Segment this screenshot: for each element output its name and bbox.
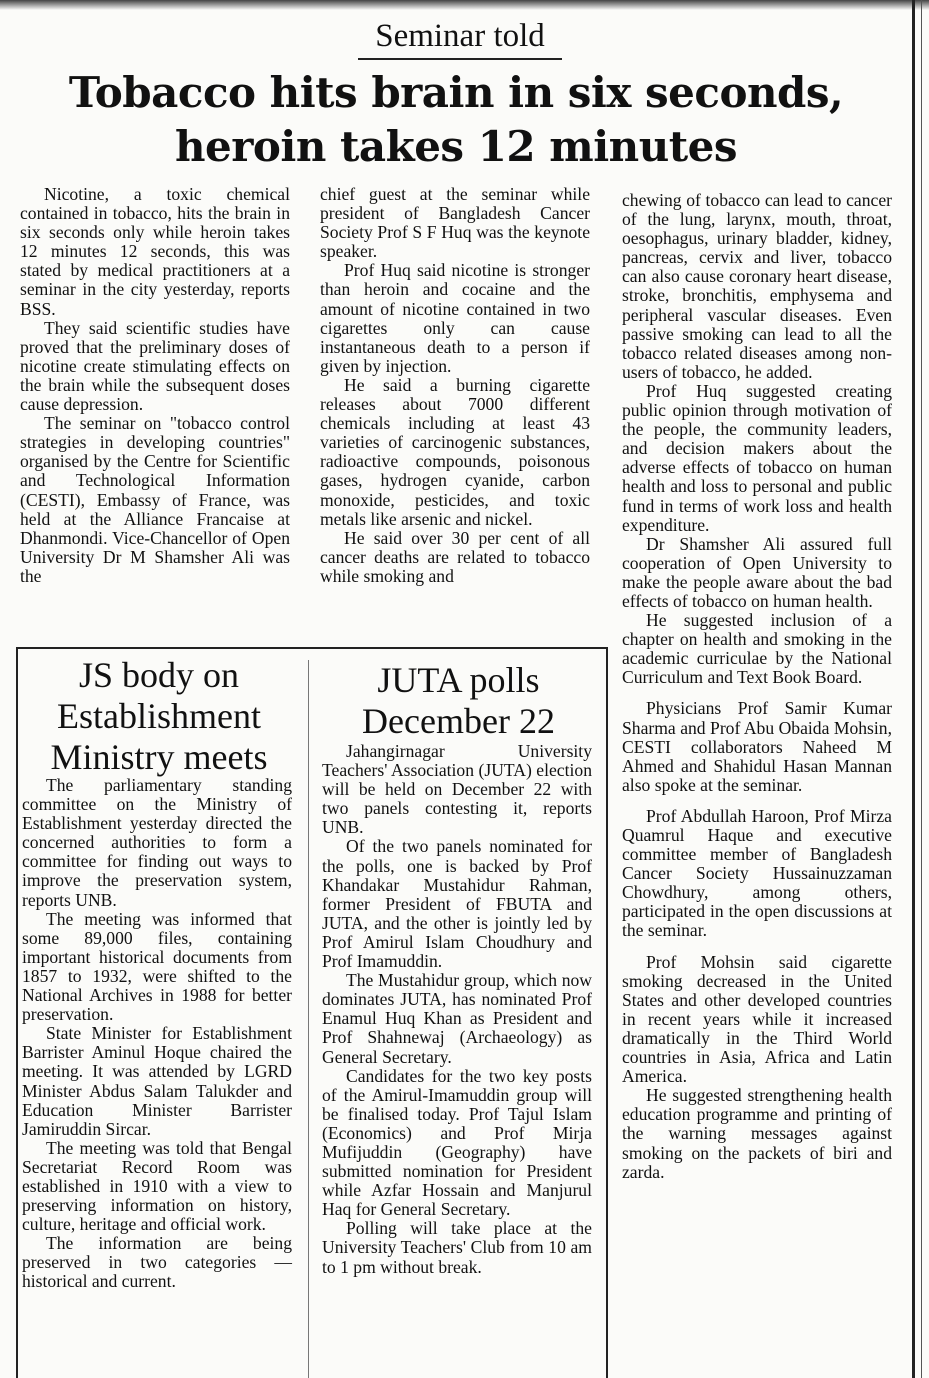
- paragraph: He said a burning cigarette releases about 7000 different chemicals including at least 43 varieties of carcinogenic substances, radioactive compounds, poisonous gases, hydrogen cyanide, carbon monoxide, pesticides, and toxic metals like arsenic and nickel.: [320, 374, 590, 529]
- paragraph: The meeting was informed that some 89,000 files, containing important historical documents from 1857 to 1932, were shifted to the National Archives in 1988 for better preservation.: [22, 908, 292, 1025]
- paragraph: Prof Abdullah Haroon, Prof Mirza Quamrul Haque and executive committee member of Bangladesh Cancer Society Hussainuzzaman Chowdhury, among others, participated in the open discussions at the seminar.: [622, 805, 892, 941]
- column-rule-right-thin: [921, 0, 922, 1378]
- story-box-right-rule: [606, 647, 608, 1378]
- kicker-seminar-told: Seminar told: [358, 16, 562, 60]
- paragraph: The parliamentary standing committee on the Ministry of Establishment yesterday directed the concerned authorities to form a committee for finding out ways to improve the preservation system, reports UNB.: [22, 775, 292, 910]
- paragraph: Prof Mohsin said cigarette smoking decreased in the United States and other developed countries in recent years while it increased dramatically in the Third World countries in Asia, Africa and Latin America.: [622, 951, 892, 1087]
- page-top-edge: [0, 0, 929, 10]
- juta-polls-story: [322, 742, 592, 1374]
- paragraph: He suggested strengthening health education programme and printing of the warning messages against smoking on the packets of biri and zarda.: [622, 1085, 892, 1182]
- paragraph: Prof Huq suggested creating public opinion through motivation of the people, the community leaders, and decision makers about the adverse effects of tobacco on human health and loss to personal and public fund in terms of work loss and health expenditure.: [622, 380, 892, 535]
- paragraph: Jahangirnagar University Teachers' Association (JUTA) election will be held on December 22 with two panels contesting it, reports UNB.: [322, 741, 592, 838]
- paragraph: chewing of tobacco can lead to cancer of the lung, larynx, mouth, throat, oesophagus, urinary bladder, kidney, pancreas, cervix and liver, tobacco can also cause coronary heart disease, stroke, bronchitis, emphysema and peripheral vascular diseases. Even passive smoking can lead to all the tobacco related diseases among non-users of tobacco, he added.: [622, 190, 892, 382]
- js-body-story: [22, 776, 292, 1374]
- paragraph: The meeting was told that Bengal Secretariat Record Room was established in 1910 with a view to preserving information on history, culture, heritage and official work.: [22, 1137, 292, 1235]
- paragraph: Polling will take place at the University Teachers' Club from 10 am to 1 pm without break.: [322, 1218, 592, 1277]
- paragraph: Nicotine, a toxic chemical contained in tobacco, hits the brain in six seconds only while heroin takes 12 minutes 12 seconds, this was stated by medical practitioners at a seminar in the city yesterday, reports BSS.: [20, 184, 290, 319]
- headline-line-1: Tobacco hits brain in six seconds,: [68, 68, 844, 117]
- story-box-top-rule: [16, 647, 607, 649]
- paragraph: State Minister for Establishment Barrister Aminul Hoque chaired the meeting. It was attended by LGRD Minister Abdus Salam Talukder and Education Minister Barrister Jamiruddin Sircar.: [22, 1023, 292, 1139]
- story-box-left-rule: [16, 647, 18, 1378]
- main-story-column-2: [320, 185, 590, 645]
- headline-line-2: heroin takes 12 minutes: [174, 122, 738, 171]
- main-headline: [6, 66, 906, 174]
- paragraph: They said scientific studies have proved that the preliminary doses of nicotine create stimulating effects on the brain while the subsequent doses cause depression.: [20, 317, 290, 415]
- main-story-column-1: [20, 185, 290, 645]
- paragraph: He suggested inclusion of a chapter on health and smoking in the academic curriculae by the National Curriculum and Text Book Board.: [622, 610, 892, 688]
- paragraph: He said over 30 per cent of all cancer deaths are related to tobacco while smoking and: [320, 527, 590, 586]
- paragraph: The seminar on "tobacco control strategies in developing countries" organised by the Centre for Scientific and Technological Information (CESTI), Embassy of France, was held at the Alliance Francaise at Dhanmondi. Vice-Chancellor of Open University Dr M Shamsher Ali was the: [20, 413, 290, 586]
- paragraph: Dr Shamsher Ali assured full cooperation of Open University to make the people aware about the bad effects of tobacco on human health.: [622, 533, 892, 611]
- paragraph: Of the two panels nominated for the polls, one is backed by Prof Khandakar Mustahidur Rahman, former President of FBUTA and JUTA, and the other is jointly led by Prof Amirul Islam Choudhury and Prof Imamuddin.: [322, 836, 592, 972]
- paragraph: The information are being preserved in two categories — historical and current.: [22, 1233, 292, 1292]
- column-rule-right: [912, 0, 915, 1378]
- paragraph: Prof Huq said nicotine is stronger than heroin and cocaine and the amount of nicotine contained in two cigarettes only can cause instantaneous death to a person if given by injection.: [320, 260, 590, 376]
- paragraph: chief guest at the seminar while president of Bangladesh Cancer Society Prof S F Huq was the keynote speaker.: [320, 184, 590, 262]
- js-body-headline: JS body on Establishment Ministry meets: [50, 655, 268, 777]
- paragraph: The Mustahidur group, which now dominates JUTA, has nominated Prof Enamul Huq Khan as President and Prof Shahnewaj (Archaeology) as General Secretary.: [322, 970, 592, 1067]
- paragraph: Physicians Prof Samir Kumar Sharma and Prof Abu Obaida Mohsin, CESTI collaborators Naheed M Ahmed and Shahidul Hasan Mannan also spoke at the seminar.: [622, 698, 892, 795]
- juta-polls-headline: JUTA polls December 22: [362, 660, 555, 741]
- paragraph: Candidates for the two key posts of the Amirul-Imamuddin group will be finalised today. Prof Tajul Islam (Economics) and Prof Mirja Mufijuddin (Geography) have submitted nomination for President while Azfar Hossain and Manjurul Haq for General Secretary.: [322, 1065, 592, 1220]
- story-box-divider: [308, 660, 309, 1378]
- main-story-column-3: [622, 191, 892, 1371]
